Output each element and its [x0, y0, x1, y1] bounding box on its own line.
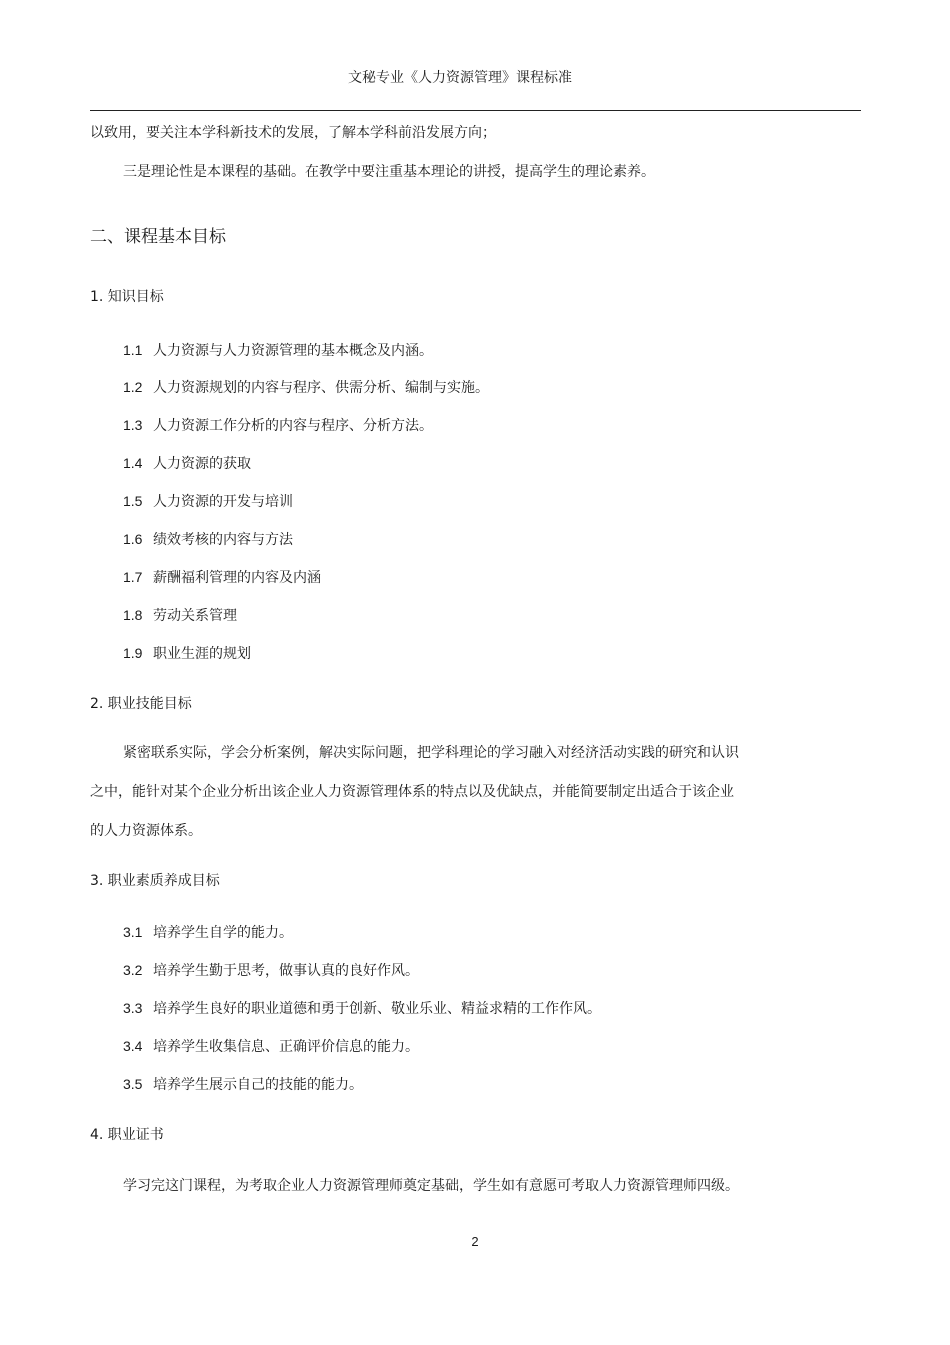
- item-text: 人力资源的获取: [153, 456, 251, 472]
- item-text: 职业生涯的规划: [153, 646, 251, 662]
- knowledge-item: [123, 643, 251, 664]
- item-text: 培养学生良好的职业道德和勇于创新、敬业乐业、精益求精的工作作风。: [153, 1001, 601, 1017]
- item-text: 培养学生自学的能力。: [153, 925, 293, 941]
- item-text: 人力资源工作分析的内容与程序、分析方法。: [153, 418, 433, 434]
- knowledge-item: [123, 340, 433, 361]
- knowledge-heading: 1. 知识目标: [90, 289, 164, 305]
- item-number: 3.5: [123, 1076, 143, 1092]
- skills-paragraph-line: 之中，能针对某个企业分析出该企业人力资源管理体系的特点以及优缺点，并能简要制定出适合于该企业: [90, 784, 734, 800]
- skills-paragraph-line: 紧密联系实际，学会分析案例，解决实际问题，把学科理论的学习融入对经济活动实践的研究和认识: [123, 745, 739, 761]
- header-divider: [90, 110, 861, 111]
- item-text: 人力资源规划的内容与程序、供需分析、编制与实施。: [153, 380, 489, 396]
- intro-line-2: 三是理论性是本课程的基础。在教学中要注重基本理论的讲授，提高学生的理论素养。: [123, 164, 655, 180]
- quality-item: [123, 960, 419, 981]
- item-text: 劳动关系管理: [153, 608, 237, 624]
- knowledge-item: [123, 453, 251, 474]
- section-heading: 二、课程基本目标: [90, 227, 226, 247]
- knowledge-item: [123, 529, 293, 550]
- item-text: 人力资源与人力资源管理的基本概念及内涵。: [153, 343, 433, 359]
- item-number: 1.3: [123, 417, 143, 433]
- item-text: 培养学生收集信息、正确评价信息的能力。: [153, 1039, 419, 1055]
- item-number: 3.4: [123, 1038, 143, 1054]
- quality-item: [123, 998, 601, 1019]
- certificate-heading: 4. 职业证书: [90, 1127, 164, 1143]
- item-number: 1.1: [123, 342, 143, 358]
- quality-heading: 3. 职业素质养成目标: [90, 873, 220, 889]
- skills-paragraph-line: 的人力资源体系。: [90, 823, 202, 839]
- item-number: 1.5: [123, 493, 143, 509]
- quality-item: [123, 922, 293, 943]
- knowledge-item: [123, 377, 489, 398]
- item-number: 1.9: [123, 645, 143, 661]
- knowledge-item: [123, 491, 293, 512]
- intro-line-1: 以致用，要关注本学科新技术的发展，了解本学科前沿发展方向；: [90, 125, 496, 141]
- item-number: 3.3: [123, 1000, 143, 1016]
- knowledge-item: [123, 567, 321, 588]
- item-text: 人力资源的开发与培训: [153, 494, 293, 510]
- knowledge-item: [123, 415, 433, 436]
- knowledge-item: [123, 605, 237, 626]
- item-text: 绩效考核的内容与方法: [153, 532, 293, 548]
- item-number: 1.4: [123, 455, 143, 471]
- item-number: 3.2: [123, 962, 143, 978]
- quality-item: [123, 1074, 363, 1095]
- item-text: 薪酬福利管理的内容及内涵: [153, 570, 321, 586]
- page-header-title: 文秘专业《人力资源管理》课程标准: [348, 70, 572, 86]
- certificate-paragraph: 学习完这门课程，为考取企业人力资源管理师奠定基础，学生如有意愿可考取人力资源管理师四级。: [123, 1178, 739, 1194]
- item-number: 1.8: [123, 607, 143, 623]
- item-text: 培养学生展示自己的技能的能力。: [153, 1077, 363, 1093]
- skills-heading: 2. 职业技能目标: [90, 696, 192, 712]
- page-number: 2: [471, 1234, 479, 1249]
- item-text: 培养学生勤于思考，做事认真的良好作风。: [153, 963, 419, 979]
- item-number: 1.6: [123, 531, 143, 547]
- item-number: 1.7: [123, 569, 143, 585]
- item-number: 1.2: [123, 379, 143, 395]
- quality-item: [123, 1036, 419, 1057]
- item-number: 3.1: [123, 924, 143, 940]
